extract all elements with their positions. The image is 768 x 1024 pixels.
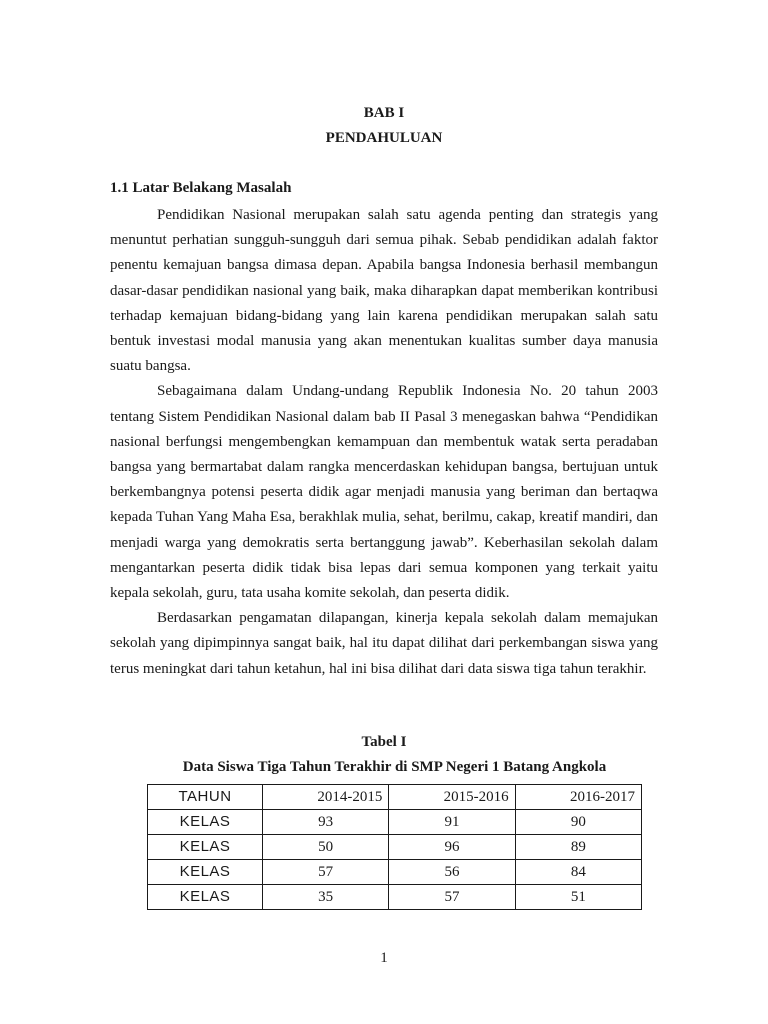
table-cell: 57 [263, 860, 389, 885]
body-text [110, 203, 658, 682]
table-header-cell: 2014-2015 [263, 785, 389, 810]
chapter-title: BAB I [363, 105, 405, 121]
table-row [148, 860, 642, 885]
table-cell: KELAS [148, 810, 263, 835]
table-cell: 57 [389, 885, 515, 910]
table-row [148, 835, 642, 860]
table-caption: Data Siswa Tiga Tahun Terakhir di SMP Negeri 1 Batang Angkola [182, 759, 607, 775]
section-heading: 1.1 Latar Belakang Masalah [110, 180, 292, 196]
table-row [148, 810, 642, 835]
table-cell: 96 [389, 835, 515, 860]
table-cell: 93 [263, 810, 389, 835]
table-cell: KELAS [148, 835, 263, 860]
table-cell: 51 [515, 885, 641, 910]
student-data-table [147, 784, 642, 910]
table-cell: 56 [389, 860, 515, 885]
table-cell: KELAS [148, 885, 263, 910]
table-row [148, 885, 642, 910]
table-header-cell: TAHUN [148, 785, 263, 810]
chapter-subtitle: PENDAHULUAN [325, 130, 443, 146]
table-cell: 90 [515, 810, 641, 835]
table-header-row [148, 785, 642, 810]
table-cell: KELAS [148, 860, 263, 885]
table-cell: 84 [515, 860, 641, 885]
table-header-cell: 2015-2016 [389, 785, 515, 810]
table-title: Tabel I [361, 734, 407, 750]
table-cell: 35 [263, 885, 389, 910]
table-cell: 91 [389, 810, 515, 835]
paragraph: Berdasarkan pengamatan dilapangan, kinerja kepala sekolah dalam memajukan sekolah yang dipimpinnya sangat baik, hal itu dapat dilihat dari perkembangan siswa yang terus meningkat dari tahun ketahun, hal ini bisa dilihat dari data siswa tiga tahun terakhir. [110, 610, 658, 677]
table-cell: 89 [515, 835, 641, 860]
table-cell: 50 [263, 835, 389, 860]
paragraph: Sebagaimana dalam Undang-undang Republik Indonesia No. 20 tahun 2003 tentang Sistem Pendidikan Nasional dalam bab II Pasal 3 menegaskan bahwa “Pendidikan nasional berfungsi mengembengkan kemampuan dan membentuk watak serta peradaban bangsa yang bermartabat dalam rangka mencerdaskan kehidupan bangsa, bertujuan untuk berkembangnya potensi peserta didik agar menjadi manusia yang beriman dan bertaqwa kepada Tuhan Yang Maha Esa, berakhlak mulia, sehat, berilmu, cakap, kreatif mandiri, dan menjadi warga yang demokratis serta bertanggung jawab”. Keberhasilan sekolah dalam mengantarkan peserta didik tidak bisa lepas dari semua komponen yang terkait yaitu kepala sekolah, guru, tata usaha komite sekolah, dan peserta didik. [110, 383, 658, 602]
paragraph: Pendidikan Nasional merupakan salah satu agenda penting dan strategis yang menuntut perhatian sungguh-sungguh dari semua pihak. Sebab pendidikan adalah faktor penentu kemajuan bangsa dimasa depan. Apabila bangsa Indonesia berhasil membangun dasar-dasar pendidikan nasional yang baik, maka diharapkan dapat memberikan kontribusi terhadap kemajuan bidang-bidang yang lain karena pendidikan merupakan salah satu bentuk investasi modal manusia yang akan menentukan kualitas sumber daya manusia suatu bangsa. [110, 207, 658, 375]
table-header-cell: 2016-2017 [515, 785, 641, 810]
page-number: 1 [380, 950, 388, 966]
